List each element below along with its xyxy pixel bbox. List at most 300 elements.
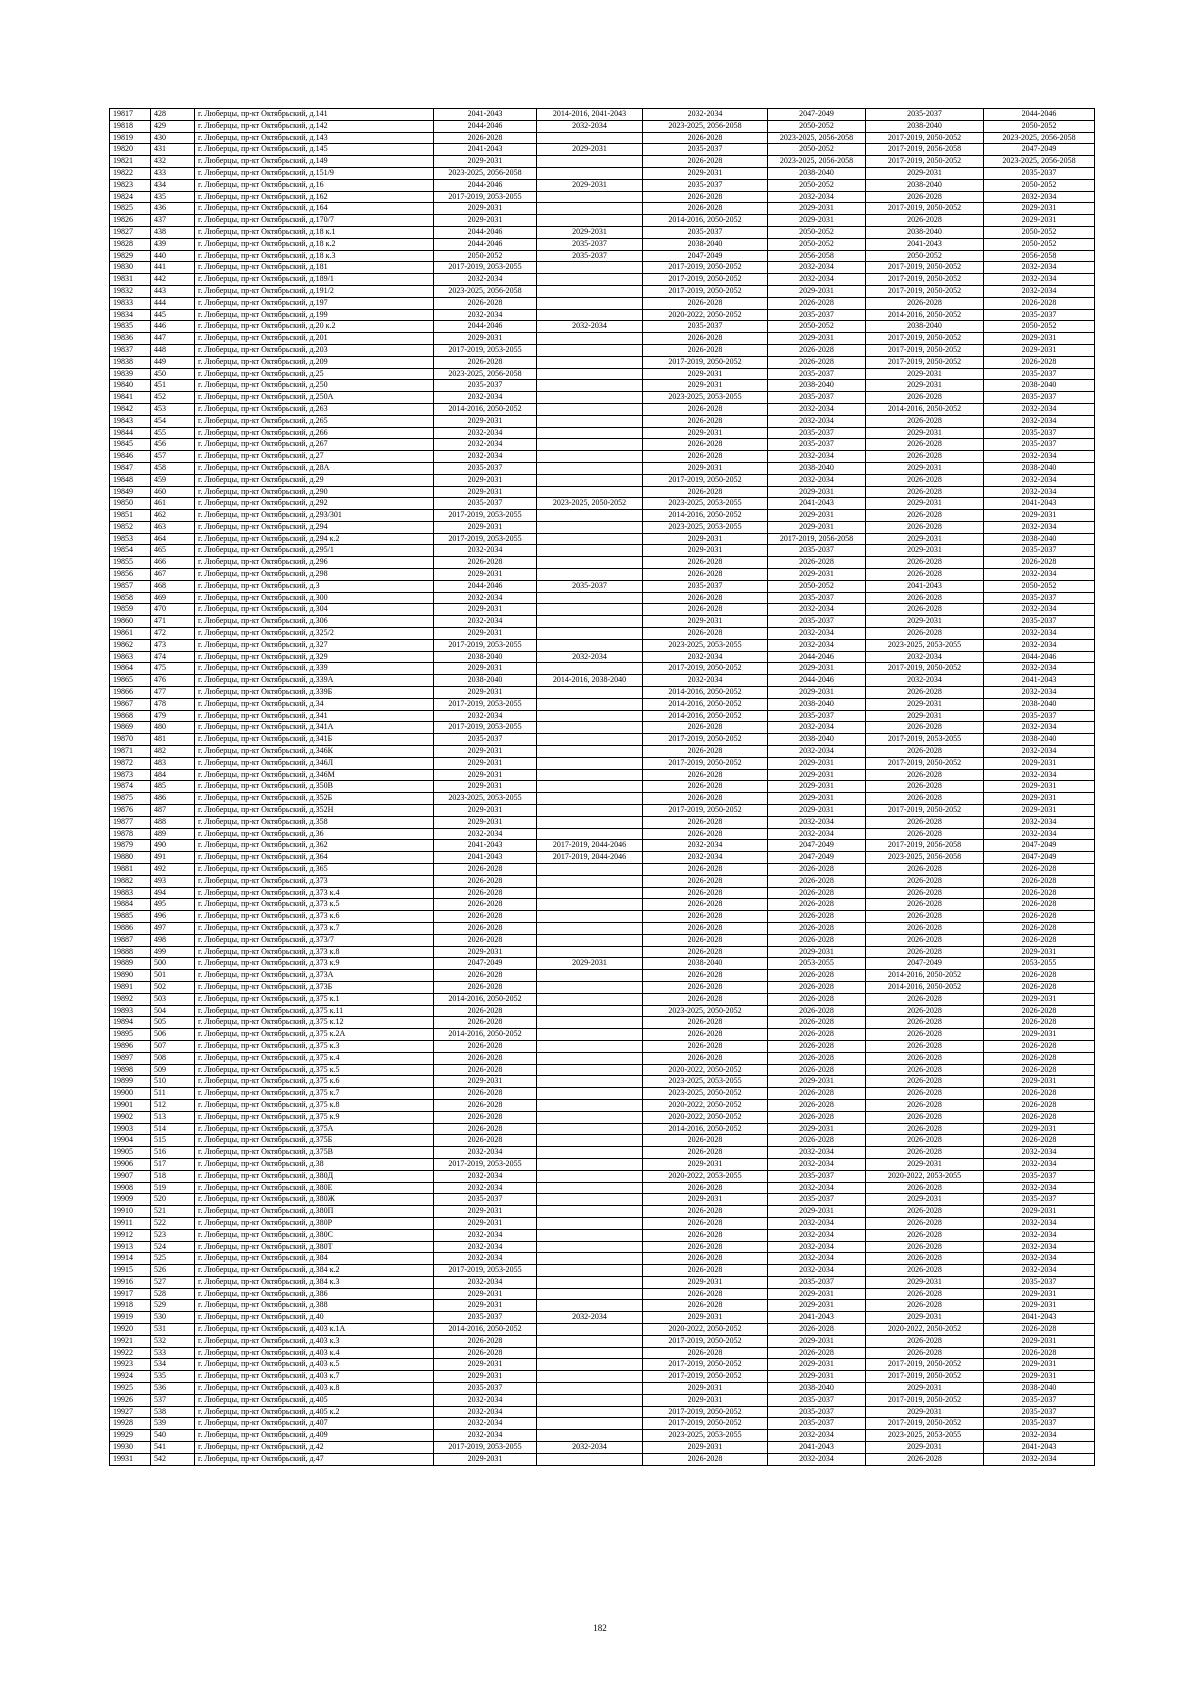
- period-cell-2: [537, 639, 643, 651]
- row-number-cell: 526: [151, 1265, 195, 1277]
- table-row: [110, 864, 1095, 876]
- period-cell-2: [537, 297, 643, 309]
- address-cell: г. Люберцы, пр-кт Октябрьский, д.375 к.6: [195, 1076, 434, 1088]
- period-cell-3: 2020-2022, 2050-2052: [643, 1111, 768, 1123]
- period-cell-3: 2032-2034: [643, 840, 768, 852]
- period-cell-6: 2041-2043: [984, 1312, 1095, 1324]
- period-cell-5: 2026-2028: [866, 1064, 984, 1076]
- period-cell-1: 2029-2031: [434, 781, 537, 793]
- period-cell-1: 2026-2028: [434, 875, 537, 887]
- address-cell: г. Люберцы, пр-кт Октябрьский, д.300: [195, 592, 434, 604]
- period-cell-4: 2029-2031: [768, 1206, 866, 1218]
- period-cell-6: 2047-2049: [984, 144, 1095, 156]
- row-number-cell: 467: [151, 569, 195, 581]
- address-cell: г. Люберцы, пр-кт Октябрьский, д.197: [195, 297, 434, 309]
- period-cell-5: 2026-2028: [866, 1253, 984, 1265]
- table-row: [110, 911, 1095, 923]
- table-row: [110, 1170, 1095, 1182]
- period-cell-5: 2026-2028: [866, 1182, 984, 1194]
- address-cell: г. Люберцы, пр-кт Октябрьский, д.341: [195, 710, 434, 722]
- period-cell-3: 2026-2028: [643, 1147, 768, 1159]
- period-cell-1: 2044-2046: [434, 238, 537, 250]
- period-cell-1: 2023-2025, 2056-2058: [434, 368, 537, 380]
- period-cell-5: 2029-2031: [866, 1406, 984, 1418]
- period-cell-2: [537, 356, 643, 368]
- period-cell-2: [537, 333, 643, 345]
- period-cell-5: 2038-2040: [866, 120, 984, 132]
- period-cell-2: 2029-2031: [537, 144, 643, 156]
- period-cell-5: 2026-2028: [866, 899, 984, 911]
- period-cell-2: [537, 628, 643, 640]
- period-cell-6: 2029-2031: [984, 946, 1095, 958]
- row-number-cell: 462: [151, 510, 195, 522]
- period-cell-3: 2029-2031: [643, 1312, 768, 1324]
- period-cell-5: 2026-2028: [866, 1040, 984, 1052]
- period-cell-3: 2017-2019, 2050-2052: [643, 1406, 768, 1418]
- period-cell-4: 2050-2052: [768, 120, 866, 132]
- row-id-cell: 19818: [110, 120, 151, 132]
- address-cell: г. Люберцы, пр-кт Октябрьский, д.373А: [195, 970, 434, 982]
- period-cell-3: 2026-2028: [643, 1241, 768, 1253]
- address-cell: г. Люберцы, пр-кт Октябрьский, д.380П: [195, 1206, 434, 1218]
- period-cell-1: 2017-2019, 2053-2055: [434, 510, 537, 522]
- period-cell-6: 2032-2034: [984, 1182, 1095, 1194]
- address-cell: г. Люберцы, пр-кт Октябрьский, д.36: [195, 828, 434, 840]
- period-cell-2: 2029-2031: [537, 226, 643, 238]
- period-cell-2: [537, 1253, 643, 1265]
- period-cell-6: 2047-2049: [984, 840, 1095, 852]
- period-cell-2: [537, 1288, 643, 1300]
- period-cell-6: 2032-2034: [984, 816, 1095, 828]
- row-number-cell: 491: [151, 852, 195, 864]
- row-id-cell: 19877: [110, 816, 151, 828]
- table-row: [110, 333, 1095, 345]
- period-cell-2: [537, 215, 643, 227]
- table-row: [110, 1147, 1095, 1159]
- period-cell-1: 2026-2028: [434, 981, 537, 993]
- period-cell-5: 2026-2028: [866, 521, 984, 533]
- row-number-cell: 542: [151, 1453, 195, 1465]
- row-number-cell: 471: [151, 616, 195, 628]
- address-cell: г. Люберцы, пр-кт Октябрьский, д.293/301: [195, 510, 434, 522]
- row-id-cell: 19913: [110, 1241, 151, 1253]
- table-row: [110, 1029, 1095, 1041]
- period-cell-3: 2026-2028: [643, 1347, 768, 1359]
- row-id-cell: 19830: [110, 262, 151, 274]
- period-cell-4: 2029-2031: [768, 1335, 866, 1347]
- row-id-cell: 19843: [110, 415, 151, 427]
- period-cell-5: 2023-2025, 2053-2055: [866, 639, 984, 651]
- period-cell-1: 2026-2028: [434, 1111, 537, 1123]
- period-cell-1: 2026-2028: [434, 1135, 537, 1147]
- row-id-cell: 19867: [110, 698, 151, 710]
- period-cell-6: 2038-2040: [984, 462, 1095, 474]
- address-cell: г. Люберцы, пр-кт Октябрьский, д.266: [195, 427, 434, 439]
- row-number-cell: 453: [151, 403, 195, 415]
- period-cell-4: 2029-2031: [768, 757, 866, 769]
- table-row: [110, 993, 1095, 1005]
- period-cell-5: 2017-2019, 2050-2052: [866, 757, 984, 769]
- period-cell-3: 2029-2031: [643, 380, 768, 392]
- row-id-cell: 19887: [110, 934, 151, 946]
- period-cell-6: 2026-2028: [984, 864, 1095, 876]
- row-id-cell: 19930: [110, 1442, 151, 1454]
- period-cell-3: 2029-2031: [643, 167, 768, 179]
- period-cell-6: 2032-2034: [984, 403, 1095, 415]
- row-number-cell: 451: [151, 380, 195, 392]
- period-cell-4: 2029-2031: [768, 333, 866, 345]
- period-cell-6: 2032-2034: [984, 285, 1095, 297]
- period-cell-1: 2032-2034: [434, 1418, 537, 1430]
- row-number-cell: 482: [151, 746, 195, 758]
- table-row: [110, 1241, 1095, 1253]
- period-cell-5: 2017-2019, 2053-2055: [866, 734, 984, 746]
- row-id-cell: 19845: [110, 439, 151, 451]
- address-cell: г. Люберцы, пр-кт Октябрьский, д.199: [195, 309, 434, 321]
- table-row: [110, 580, 1095, 592]
- period-cell-2: 2035-2037: [537, 238, 643, 250]
- address-cell: г. Люберцы, пр-кт Октябрьский, д.294: [195, 521, 434, 533]
- period-cell-3: 2026-2028: [643, 1229, 768, 1241]
- address-cell: г. Люберцы, пр-кт Октябрьский, д.18 к.3: [195, 250, 434, 262]
- period-cell-3: 2023-2025, 2053-2055: [643, 1076, 768, 1088]
- period-cell-1: 2029-2031: [434, 215, 537, 227]
- period-cell-4: 2050-2052: [768, 238, 866, 250]
- period-cell-6: 2026-2028: [984, 1052, 1095, 1064]
- row-number-cell: 487: [151, 805, 195, 817]
- period-cell-1: 2035-2037: [434, 1194, 537, 1206]
- row-number-cell: 512: [151, 1099, 195, 1111]
- table-row: [110, 427, 1095, 439]
- table-row: [110, 793, 1095, 805]
- period-cell-6: 2026-2028: [984, 1017, 1095, 1029]
- address-cell: г. Люберцы, пр-кт Октябрьский, д.386: [195, 1288, 434, 1300]
- period-cell-5: 2026-2028: [866, 1229, 984, 1241]
- address-cell: г. Люберцы, пр-кт Октябрьский, д.250А: [195, 392, 434, 404]
- address-cell: г. Люберцы, пр-кт Октябрьский, д.375 к.9: [195, 1111, 434, 1123]
- period-cell-2: [537, 805, 643, 817]
- address-cell: г. Люберцы, пр-кт Октябрьский, д.362: [195, 840, 434, 852]
- row-number-cell: 522: [151, 1217, 195, 1229]
- table-row: [110, 628, 1095, 640]
- period-cell-4: 2029-2031: [768, 805, 866, 817]
- row-number-cell: 506: [151, 1029, 195, 1041]
- period-cell-3: 2032-2034: [643, 651, 768, 663]
- period-cell-1: 2035-2037: [434, 734, 537, 746]
- period-cell-2: [537, 592, 643, 604]
- period-cell-1: 2026-2028: [434, 1064, 537, 1076]
- row-id-cell: 19879: [110, 840, 151, 852]
- row-id-cell: 19893: [110, 1005, 151, 1017]
- table-row: [110, 604, 1095, 616]
- period-cell-6: 2029-2031: [984, 757, 1095, 769]
- period-cell-1: 2026-2028: [434, 1335, 537, 1347]
- period-cell-3: 2029-2031: [643, 427, 768, 439]
- row-id-cell: 19854: [110, 545, 151, 557]
- period-cell-1: 2032-2034: [434, 616, 537, 628]
- period-cell-4: 2029-2031: [768, 687, 866, 699]
- period-cell-3: 2026-2028: [643, 1265, 768, 1277]
- period-cell-2: [537, 1430, 643, 1442]
- row-id-cell: 19853: [110, 533, 151, 545]
- period-cell-1: 2041-2043: [434, 144, 537, 156]
- table-row: [110, 769, 1095, 781]
- address-cell: г. Люберцы, пр-кт Октябрьский, д.405 к.2: [195, 1406, 434, 1418]
- period-cell-3: 2026-2028: [643, 781, 768, 793]
- period-cell-6: 2026-2028: [984, 922, 1095, 934]
- period-cell-2: [537, 1324, 643, 1336]
- period-cell-4: 2032-2034: [768, 1241, 866, 1253]
- period-cell-5: 2020-2022, 2050-2052: [866, 1324, 984, 1336]
- row-number-cell: 505: [151, 1017, 195, 1029]
- table-row: [110, 1064, 1095, 1076]
- row-number-cell: 436: [151, 203, 195, 215]
- period-cell-1: 2032-2034: [434, 1430, 537, 1442]
- period-cell-2: [537, 722, 643, 734]
- period-cell-6: 2035-2037: [984, 439, 1095, 451]
- period-cell-4: 2026-2028: [768, 356, 866, 368]
- period-cell-5: 2026-2028: [866, 946, 984, 958]
- row-id-cell: 19866: [110, 687, 151, 699]
- address-cell: г. Люберцы, пр-кт Октябрьский, д.407: [195, 1418, 434, 1430]
- period-cell-5: 2041-2043: [866, 580, 984, 592]
- period-cell-3: 2017-2019, 2050-2052: [643, 1359, 768, 1371]
- period-cell-4: 2035-2037: [768, 1394, 866, 1406]
- address-cell: г. Люберцы, пр-кт Октябрьский, д.38: [195, 1158, 434, 1170]
- address-cell: г. Люберцы, пр-кт Октябрьский, д.373 к.6: [195, 911, 434, 923]
- address-cell: г. Люберцы, пр-кт Октябрьский, д.375 к.12: [195, 1017, 434, 1029]
- row-id-cell: 19910: [110, 1206, 151, 1218]
- period-cell-6: 2029-2031: [984, 1371, 1095, 1383]
- period-cell-3: 2035-2037: [643, 179, 768, 191]
- period-cell-1: 2017-2019, 2053-2055: [434, 344, 537, 356]
- table-row: [110, 1406, 1095, 1418]
- period-cell-3: 2026-2028: [643, 1288, 768, 1300]
- table-row: [110, 285, 1095, 297]
- period-cell-1: 2029-2031: [434, 1359, 537, 1371]
- row-id-cell: 19881: [110, 864, 151, 876]
- table-row: [110, 1099, 1095, 1111]
- period-cell-3: 2026-2028: [643, 793, 768, 805]
- row-id-cell: 19882: [110, 875, 151, 887]
- table-row: [110, 356, 1095, 368]
- period-cell-4: 2026-2028: [768, 297, 866, 309]
- period-cell-2: [537, 474, 643, 486]
- table-row: [110, 1335, 1095, 1347]
- period-cell-5: 2026-2028: [866, 1335, 984, 1347]
- row-number-cell: 477: [151, 687, 195, 699]
- period-cell-2: [537, 816, 643, 828]
- row-number-cell: 458: [151, 462, 195, 474]
- period-cell-6: 2035-2037: [984, 1276, 1095, 1288]
- period-cell-2: [537, 380, 643, 392]
- row-number-cell: 508: [151, 1052, 195, 1064]
- period-cell-5: 2017-2019, 2050-2052: [866, 663, 984, 675]
- row-id-cell: 19897: [110, 1052, 151, 1064]
- period-cell-3: 2026-2028: [643, 156, 768, 168]
- period-cell-5: 2026-2028: [866, 864, 984, 876]
- period-cell-4: 2026-2028: [768, 887, 866, 899]
- row-id-cell: 19914: [110, 1253, 151, 1265]
- address-cell: г. Люберцы, пр-кт Октябрьский, д.380С: [195, 1229, 434, 1241]
- period-cell-4: 2029-2031: [768, 215, 866, 227]
- period-cell-3: 2026-2028: [643, 415, 768, 427]
- period-cell-1: 2023-2025, 2056-2058: [434, 167, 537, 179]
- period-cell-1: 2029-2031: [434, 946, 537, 958]
- period-cell-4: 2050-2052: [768, 144, 866, 156]
- period-cell-1: 2044-2046: [434, 179, 537, 191]
- row-id-cell: 19873: [110, 769, 151, 781]
- address-cell: г. Люберцы, пр-кт Октябрьский, д.375 к.11: [195, 1005, 434, 1017]
- address-cell: г. Люберцы, пр-кт Октябрьский, д.145: [195, 144, 434, 156]
- period-cell-1: 2032-2034: [434, 274, 537, 286]
- table-row: [110, 415, 1095, 427]
- period-cell-1: 2029-2031: [434, 769, 537, 781]
- row-id-cell: 19872: [110, 757, 151, 769]
- period-cell-6: 2032-2034: [984, 722, 1095, 734]
- period-cell-3: 2014-2016, 2050-2052: [643, 710, 768, 722]
- period-cell-1: 2047-2049: [434, 958, 537, 970]
- row-number-cell: 495: [151, 899, 195, 911]
- period-cell-4: 2029-2031: [768, 510, 866, 522]
- address-cell: г. Люберцы, пр-кт Октябрьский, д.375Б: [195, 1135, 434, 1147]
- period-cell-3: 2026-2028: [643, 769, 768, 781]
- period-cell-2: [537, 1276, 643, 1288]
- table-row: [110, 922, 1095, 934]
- period-cell-3: 2038-2040: [643, 958, 768, 970]
- period-cell-2: [537, 285, 643, 297]
- period-cell-1: 2029-2031: [434, 156, 537, 168]
- period-cell-4: 2032-2034: [768, 1182, 866, 1194]
- period-cell-3: 2026-2028: [643, 864, 768, 876]
- period-cell-6: 2032-2034: [984, 828, 1095, 840]
- period-cell-3: 2029-2031: [643, 616, 768, 628]
- period-cell-2: [537, 427, 643, 439]
- address-cell: г. Люберцы, пр-кт Октябрьский, д.375 к.2А: [195, 1029, 434, 1041]
- row-number-cell: 530: [151, 1312, 195, 1324]
- row-number-cell: 466: [151, 557, 195, 569]
- row-id-cell: 19909: [110, 1194, 151, 1206]
- period-cell-2: [537, 793, 643, 805]
- period-cell-3: 2026-2028: [643, 569, 768, 581]
- period-cell-6: 2050-2052: [984, 179, 1095, 191]
- period-cell-1: 2029-2031: [434, 746, 537, 758]
- period-cell-6: 2026-2028: [984, 911, 1095, 923]
- period-cell-4: 2035-2037: [768, 439, 866, 451]
- period-cell-3: 2035-2037: [643, 580, 768, 592]
- period-cell-3: 2026-2028: [643, 922, 768, 934]
- period-cell-1: 2029-2031: [434, 1217, 537, 1229]
- address-cell: г. Люберцы, пр-кт Октябрьский, д.47: [195, 1453, 434, 1465]
- period-cell-1: 2032-2034: [434, 828, 537, 840]
- row-id-cell: 19907: [110, 1170, 151, 1182]
- address-cell: г. Люберцы, пр-кт Октябрьский, д.25: [195, 368, 434, 380]
- row-id-cell: 19839: [110, 368, 151, 380]
- table-row: [110, 1253, 1095, 1265]
- period-cell-4: 2032-2034: [768, 403, 866, 415]
- row-number-cell: 523: [151, 1229, 195, 1241]
- row-id-cell: 19890: [110, 970, 151, 982]
- address-cell: г. Люберцы, пр-кт Октябрьский, д.375В: [195, 1147, 434, 1159]
- period-cell-6: 2029-2031: [984, 805, 1095, 817]
- row-number-cell: 464: [151, 533, 195, 545]
- table-row: [110, 238, 1095, 250]
- period-cell-2: [537, 1017, 643, 1029]
- period-cell-1: 2014-2016, 2050-2052: [434, 1029, 537, 1041]
- row-id-cell: 19874: [110, 781, 151, 793]
- period-cell-1: 2032-2034: [434, 592, 537, 604]
- row-id-cell: 19927: [110, 1406, 151, 1418]
- period-cell-1: 2029-2031: [434, 521, 537, 533]
- row-id-cell: 19821: [110, 156, 151, 168]
- table-row: [110, 403, 1095, 415]
- period-cell-3: 2035-2037: [643, 226, 768, 238]
- period-cell-4: 2032-2034: [768, 1430, 866, 1442]
- row-id-cell: 19924: [110, 1371, 151, 1383]
- period-cell-6: 2050-2052: [984, 120, 1095, 132]
- address-cell: г. Люберцы, пр-кт Октябрьский, д.405: [195, 1394, 434, 1406]
- row-number-cell: 484: [151, 769, 195, 781]
- period-cell-4: 2023-2025, 2056-2058: [768, 156, 866, 168]
- row-id-cell: 19904: [110, 1135, 151, 1147]
- address-cell: г. Люберцы, пр-кт Октябрьский, д.267: [195, 439, 434, 451]
- period-cell-4: 2026-2028: [768, 1040, 866, 1052]
- period-cell-5: 2026-2028: [866, 887, 984, 899]
- period-cell-5: 2029-2031: [866, 167, 984, 179]
- period-cell-3: 2026-2028: [643, 403, 768, 415]
- address-cell: г. Люберцы, пр-кт Октябрьский, д.346М: [195, 769, 434, 781]
- period-cell-2: [537, 262, 643, 274]
- table-row: [110, 1040, 1095, 1052]
- period-cell-6: 2026-2028: [984, 875, 1095, 887]
- period-cell-5: 2026-2028: [866, 769, 984, 781]
- address-cell: г. Люберцы, пр-кт Октябрьский, д.350В: [195, 781, 434, 793]
- row-id-cell: 19870: [110, 734, 151, 746]
- period-cell-3: 2014-2016, 2050-2052: [643, 510, 768, 522]
- period-cell-2: [537, 533, 643, 545]
- period-cell-5: 2026-2028: [866, 922, 984, 934]
- address-cell: г. Люберцы, пр-кт Октябрьский, д.388: [195, 1300, 434, 1312]
- row-number-cell: 517: [151, 1158, 195, 1170]
- period-cell-1: 2026-2028: [434, 864, 537, 876]
- address-cell: г. Люберцы, пр-кт Октябрьский, д.403 к.4: [195, 1347, 434, 1359]
- period-cell-4: 2047-2049: [768, 852, 866, 864]
- row-id-cell: 19902: [110, 1111, 151, 1123]
- period-cell-4: 2026-2028: [768, 1029, 866, 1041]
- period-cell-4: 2026-2028: [768, 1052, 866, 1064]
- row-number-cell: 431: [151, 144, 195, 156]
- row-number-cell: 532: [151, 1335, 195, 1347]
- period-cell-1: 2017-2019, 2053-2055: [434, 639, 537, 651]
- row-id-cell: 19856: [110, 569, 151, 581]
- period-cell-6: 2029-2031: [984, 1288, 1095, 1300]
- period-cell-5: 2026-2028: [866, 215, 984, 227]
- period-cell-6: 2050-2052: [984, 321, 1095, 333]
- period-cell-3: 2026-2028: [643, 1135, 768, 1147]
- table-row: [110, 203, 1095, 215]
- period-cell-3: 2026-2028: [643, 934, 768, 946]
- period-cell-2: [537, 1300, 643, 1312]
- row-id-cell: 19848: [110, 474, 151, 486]
- period-cell-1: 2035-2037: [434, 462, 537, 474]
- period-cell-1: 2026-2028: [434, 1347, 537, 1359]
- period-cell-6: 2023-2025, 2056-2058: [984, 156, 1095, 168]
- period-cell-1: 2026-2028: [434, 1005, 537, 1017]
- period-cell-2: [537, 1406, 643, 1418]
- period-cell-2: [537, 486, 643, 498]
- period-cell-6: 2041-2043: [984, 1442, 1095, 1454]
- period-cell-5: 2041-2043: [866, 238, 984, 250]
